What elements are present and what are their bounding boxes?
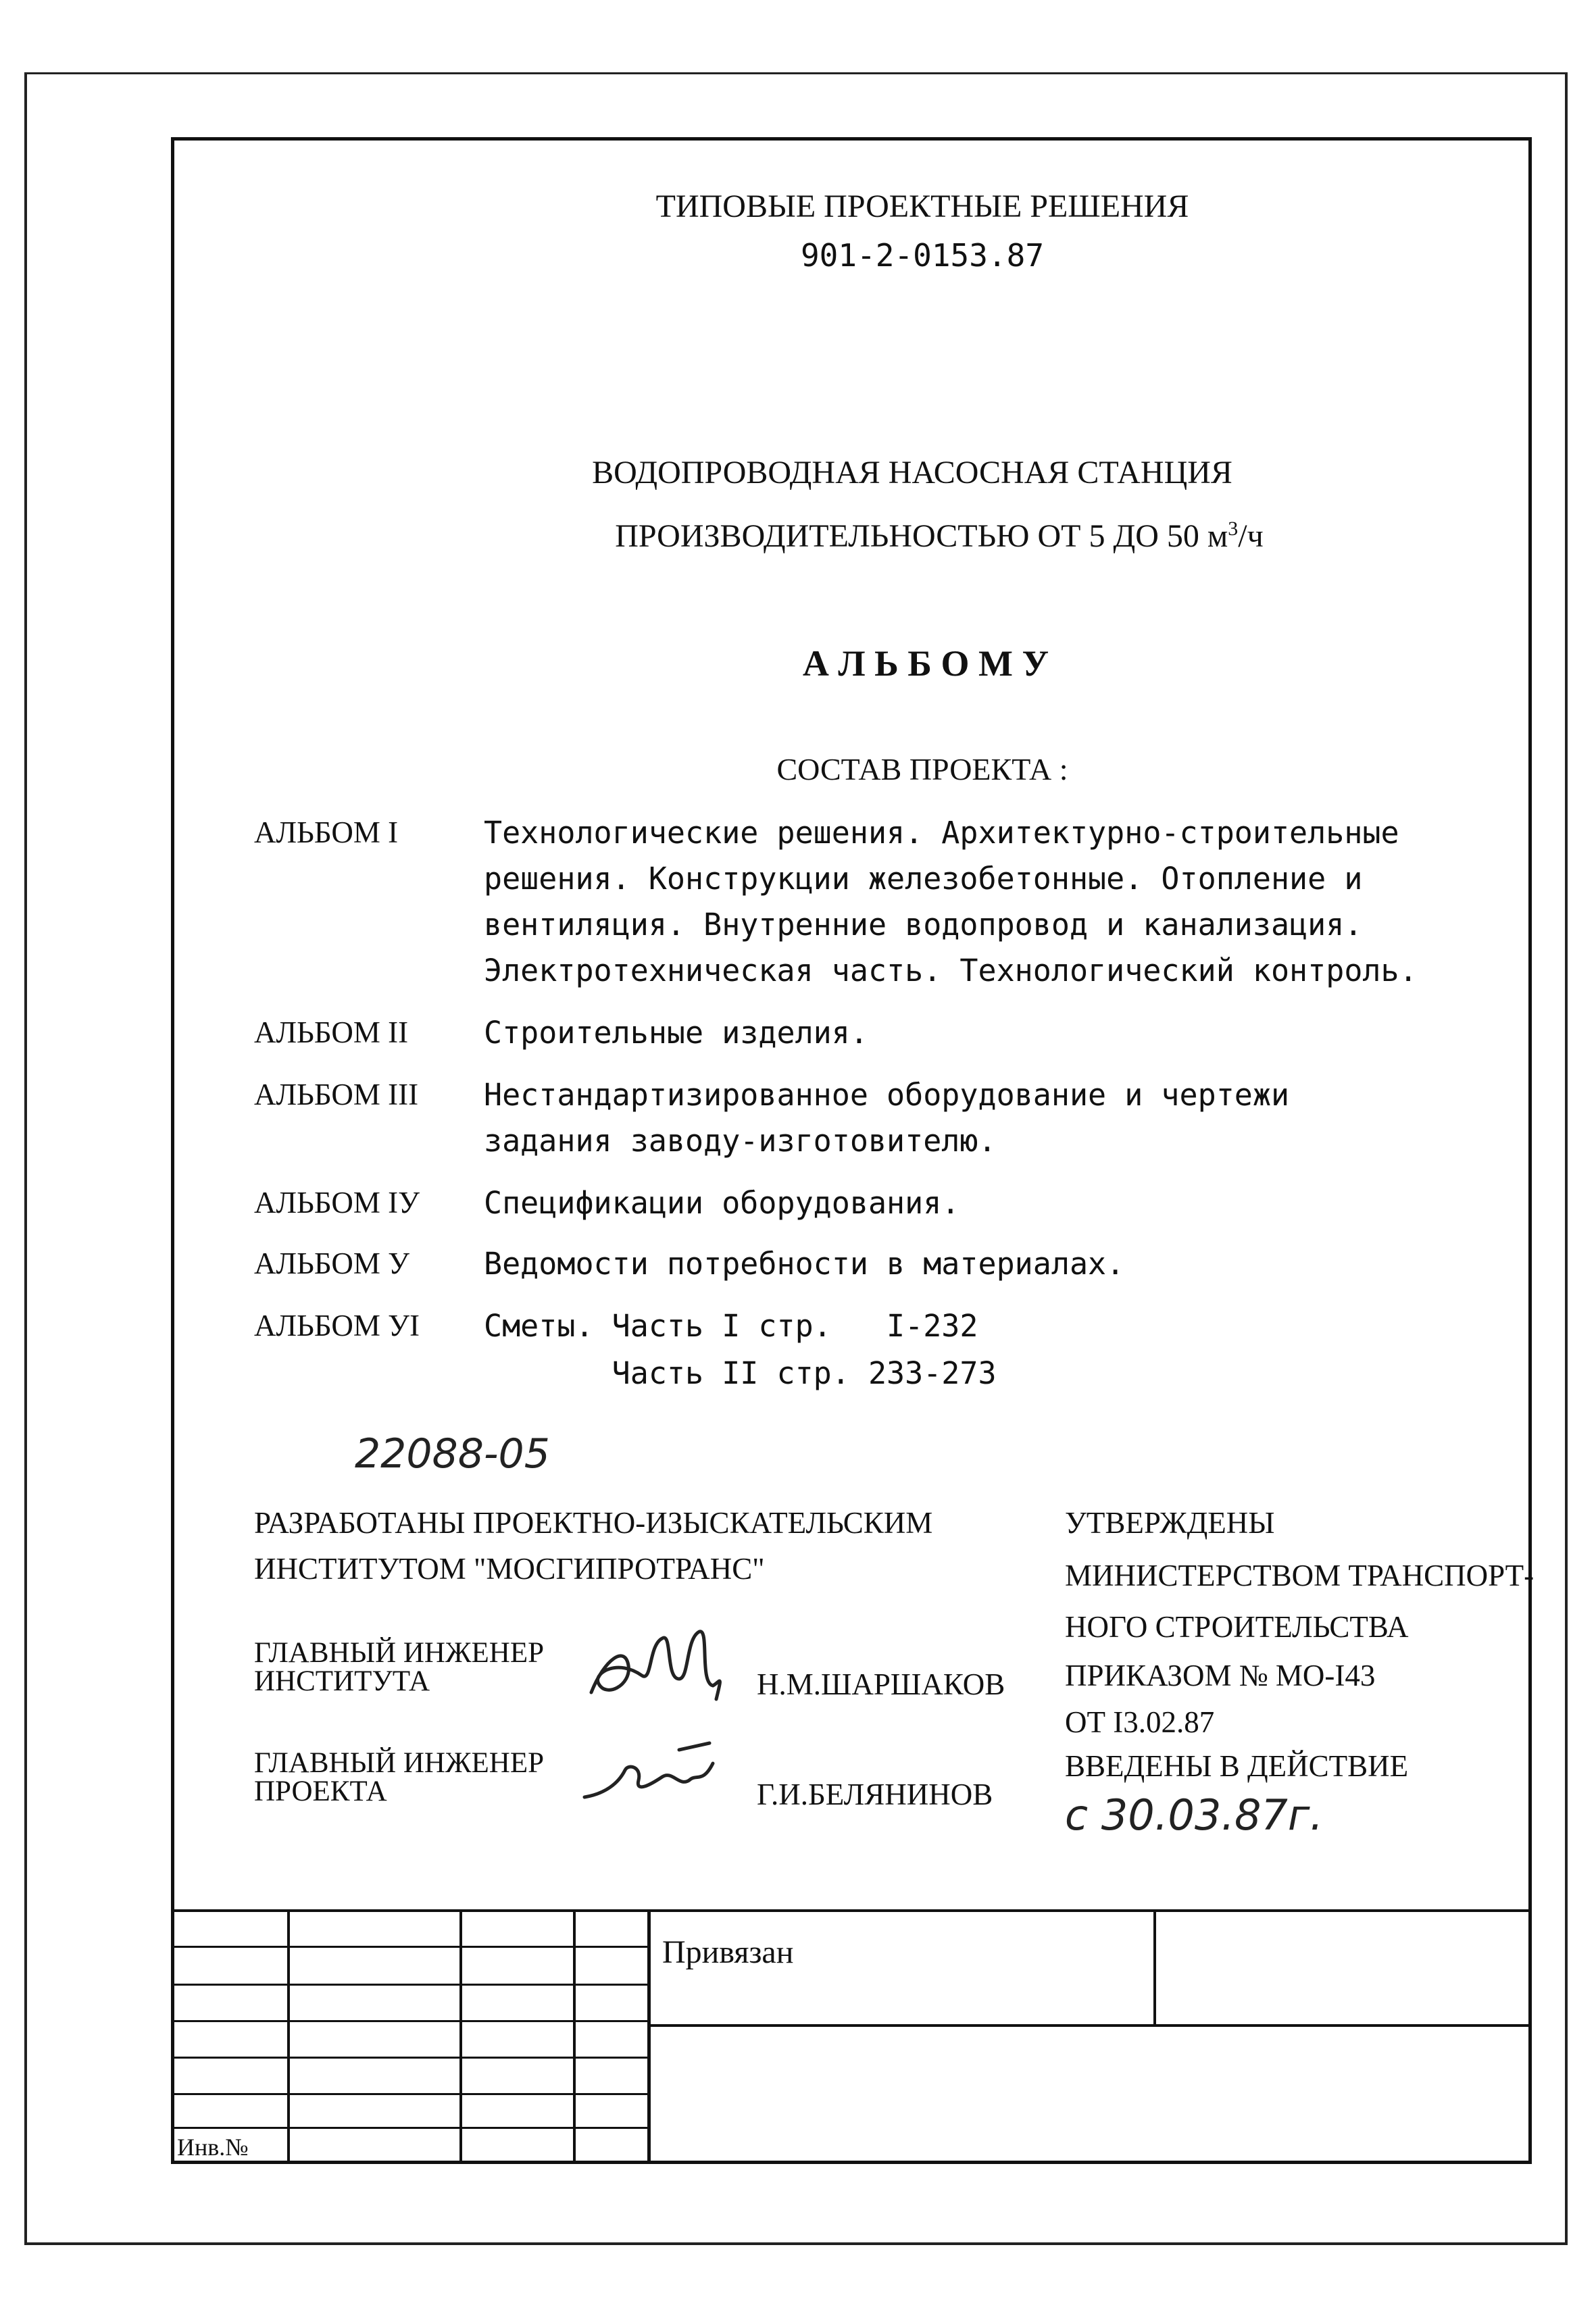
album-desc-line: Ведомости потребности в материалах.: [484, 1246, 1125, 1282]
signature-1: [578, 1618, 733, 1713]
series-code: 901-2-0153.87: [800, 237, 1045, 274]
album-desc-line: Технологические решения. Архитектурно-строительные: [484, 815, 1399, 851]
album-desc-line: Сметы. Часть I стр. I-232: [484, 1308, 978, 1344]
title-line2-sup: 3: [1228, 518, 1239, 540]
series-title: ТИПОВЫЕ ПРОЕКТНЫЕ РЕШЕНИЯ: [655, 188, 1189, 224]
title-line2-prefix: ПРОИЗВОДИТЕЛЬНОСТЬЮ ОТ 5 ДО 50 м: [615, 518, 1228, 554]
signatory-role-line1: ГЛАВНЫЙ ИНЖЕНЕР: [254, 1747, 545, 1779]
album-desc-line: решения. Конструкции железобетонные. Отопление и: [484, 861, 1363, 897]
album-desc-line: Нестандартизированное оборудование и чертежи: [484, 1077, 1290, 1113]
title-line2: [615, 519, 1264, 553]
album-label: АЛЬБОМ I: [254, 815, 399, 849]
signatory-role-line1: ГЛАВНЫЙ ИНЖЕНЕР: [254, 1637, 545, 1669]
album-desc-line: Спецификации оборудования.: [484, 1185, 960, 1221]
title-line2-suffix: /ч: [1238, 518, 1264, 554]
signatory-role-line2: ИНСТИТУТА: [254, 1665, 430, 1697]
album-desc-line: Строительные изделия.: [484, 1015, 868, 1051]
signatory-name: Г.И.БЕЛЯНИНОВ: [757, 1778, 993, 1811]
developer-line2: ИНСТИТУТОМ "МОСГИПРОТРАНС": [254, 1552, 765, 1586]
approval-line1: УТВЕРЖДЕНЫ: [1065, 1506, 1275, 1540]
album-desc-line: вентиляция. Внутренние водопровод и канализация.: [484, 907, 1363, 942]
approval-line2: МИНИСТЕРСТВОМ ТРАНСПОРТ-: [1065, 1559, 1535, 1592]
approval-line3: НОГО СТРОИТЕЛЬСТВА: [1065, 1610, 1409, 1644]
album-desc-line: Часть II стр. 233-273: [484, 1355, 997, 1391]
album-label: АЛЬБОМ II: [254, 1015, 409, 1049]
effective-date: с 30.03.87г.: [1065, 1790, 1324, 1840]
bound-label: Привязан: [662, 1934, 794, 1970]
album-title: А Л Ь Б О М У: [802, 643, 1049, 684]
signatory-name: Н.М.ШАРШАКОВ: [757, 1667, 1005, 1701]
album-desc-line: Электротехническая часть. Технологический контроль.: [484, 953, 1418, 988]
album-desc-line: задания заводу-изготовителю.: [484, 1123, 997, 1159]
approval-line5: ОТ I3.02.87: [1065, 1705, 1215, 1739]
album-label: АЛЬБОМ IУ: [254, 1186, 420, 1219]
signature-2: [578, 1736, 733, 1811]
signatory-role-line2: ПРОЕКТА: [254, 1776, 387, 1807]
album-label: АЛЬБОМ III: [254, 1078, 419, 1111]
composition-heading: СОСТАВ ПРОЕКТА :: [776, 752, 1068, 786]
album-label: АЛЬБОМ У: [254, 1247, 410, 1280]
handwritten-number: 22088-05: [355, 1430, 550, 1478]
title-line1: ВОДОПРОВОДНАЯ НАСОСНАЯ СТАНЦИЯ: [592, 455, 1232, 491]
developer-line1: РАЗРАБОТАНЫ ПРОЕКТНО-ИЗЫСКАТЕЛЬСКИМ: [254, 1506, 933, 1540]
inventory-label: Инв.№: [177, 2134, 249, 2161]
album-label: АЛЬБОМ УI: [254, 1309, 420, 1342]
approval-line6: ВВЕДЕНЫ В ДЕЙСТВИЕ: [1065, 1749, 1409, 1783]
approval-line4: ПРИКАЗОМ № МО-I43: [1065, 1659, 1376, 1692]
